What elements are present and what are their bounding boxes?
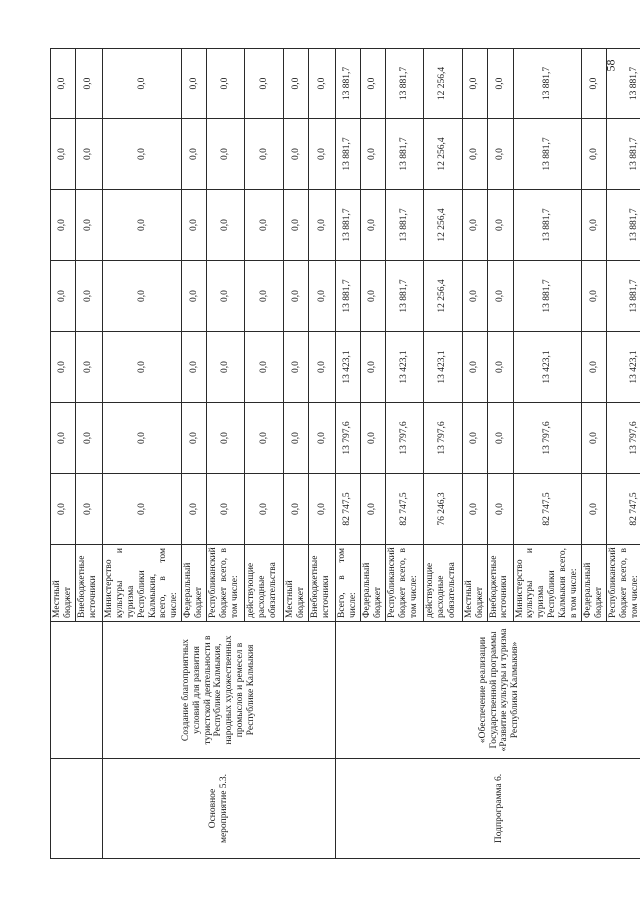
value-cell: 0,0 xyxy=(102,190,181,261)
value-cell: 0,0 xyxy=(245,190,284,261)
value-cell: 0,0 xyxy=(308,190,335,261)
source-cell: Внебюджетные источники xyxy=(308,545,335,622)
value-cell: 13 881,7 xyxy=(335,261,360,332)
value-cell: 82 747,5 xyxy=(385,474,423,545)
value-cell: 0,0 xyxy=(75,190,102,261)
value-cell: 0,0 xyxy=(182,474,207,545)
value-cell: 0,0 xyxy=(75,119,102,190)
value-cell: 13 797,6 xyxy=(385,403,423,474)
value-cell: 0,0 xyxy=(462,474,487,545)
value-cell: 0,0 xyxy=(75,332,102,403)
source-cell: Министерство культуры и туризма Республики Калмыкия всего, в том числе: xyxy=(513,545,582,622)
value-cell: 13 423,1 xyxy=(335,332,360,403)
value-cell: 0,0 xyxy=(360,403,385,474)
value-cell: 0,0 xyxy=(51,332,76,403)
value-cell: 13 797,6 xyxy=(513,403,582,474)
value-cell: 0,0 xyxy=(207,119,245,190)
value-cell: 0,0 xyxy=(462,49,487,119)
source-cell: Местный бюджет xyxy=(284,545,309,622)
source-cell: Федеральный бюджет xyxy=(582,545,607,622)
value-cell: 0,0 xyxy=(51,49,76,119)
value-cell: 82 747,5 xyxy=(606,474,640,545)
value-cell: 12 256,4 xyxy=(423,261,462,332)
value-cell: 0,0 xyxy=(102,332,181,403)
source-cell: действующие расходные обязательства xyxy=(423,545,462,622)
value-cell: 0,0 xyxy=(284,119,309,190)
value-cell: 0,0 xyxy=(51,119,76,190)
value-cell: 0,0 xyxy=(245,332,284,403)
value-cell: 13 797,6 xyxy=(335,403,360,474)
value-cell: 0,0 xyxy=(102,49,181,119)
value-cell: 0,0 xyxy=(207,403,245,474)
source-cell: Внебюджетные источники xyxy=(487,545,513,622)
source-cell: Министерство культуры и туризма Республики Калмыкия, всего, в том числе: xyxy=(102,545,181,622)
value-cell: 0,0 xyxy=(582,474,607,545)
value-cell: 13 881,7 xyxy=(606,261,640,332)
source-cell: Республиканский бюджет всего, в том числе: xyxy=(606,545,640,622)
value-cell: 0,0 xyxy=(360,119,385,190)
value-cell: 12 256,4 xyxy=(423,119,462,190)
value-cell: 12 256,4 xyxy=(423,49,462,119)
value-cell: 0,0 xyxy=(207,190,245,261)
value-cell: 82 747,5 xyxy=(513,474,582,545)
source-cell: Местный бюджет xyxy=(51,545,76,622)
value-cell: 13 881,7 xyxy=(606,119,640,190)
value-cell: 0,0 xyxy=(51,261,76,332)
value-cell: 0,0 xyxy=(182,403,207,474)
value-cell: 0,0 xyxy=(360,332,385,403)
value-cell: 13 423,1 xyxy=(513,332,582,403)
value-cell: 13 881,7 xyxy=(513,49,582,119)
value-cell: 0,0 xyxy=(102,119,181,190)
value-cell: 0,0 xyxy=(360,261,385,332)
status-cell: Основное мероприятие 5.3. xyxy=(102,759,335,859)
value-cell: 0,0 xyxy=(582,332,607,403)
value-cell: 13 881,7 xyxy=(335,119,360,190)
value-cell: 13 423,1 xyxy=(423,332,462,403)
value-cell: 0,0 xyxy=(462,119,487,190)
source-cell: Местный бюджет xyxy=(462,545,487,622)
value-cell: 0,0 xyxy=(462,332,487,403)
value-cell: 0,0 xyxy=(487,403,513,474)
value-cell: 0,0 xyxy=(487,474,513,545)
value-cell: 0,0 xyxy=(182,49,207,119)
value-cell: 0,0 xyxy=(487,49,513,119)
value-cell: 0,0 xyxy=(207,332,245,403)
value-cell: 13 797,6 xyxy=(423,403,462,474)
value-cell: 0,0 xyxy=(487,261,513,332)
value-cell: 13 881,7 xyxy=(513,119,582,190)
value-cell: 0,0 xyxy=(308,474,335,545)
value-cell: 0,0 xyxy=(284,49,309,119)
source-cell: Федеральный бюджет xyxy=(182,545,207,622)
value-cell: 13 881,7 xyxy=(513,261,582,332)
table-row xyxy=(335,49,360,859)
value-cell: 0,0 xyxy=(182,261,207,332)
value-cell: 0,0 xyxy=(582,49,607,119)
source-cell: Федеральный бюджет xyxy=(360,545,385,622)
value-cell: 0,0 xyxy=(284,403,309,474)
value-cell: 0,0 xyxy=(360,49,385,119)
value-cell: 0,0 xyxy=(582,261,607,332)
value-cell: 13 881,7 xyxy=(335,190,360,261)
source-cell: Республиканский бюджет всего, в том числе: xyxy=(385,545,423,622)
value-cell: 0,0 xyxy=(182,332,207,403)
value-cell: 0,0 xyxy=(51,403,76,474)
budget-table xyxy=(50,48,640,859)
page-number: 58 xyxy=(603,59,618,72)
name-cell: «Обеспечение реализации Государственной программы «Развитие культуры и туризма Республики Калмыкия» xyxy=(335,622,640,759)
value-cell: 0,0 xyxy=(245,261,284,332)
value-cell: 0,0 xyxy=(102,403,181,474)
value-cell: 0,0 xyxy=(51,474,76,545)
value-cell: 0,0 xyxy=(245,403,284,474)
value-cell: 0,0 xyxy=(284,190,309,261)
value-cell: 0,0 xyxy=(308,403,335,474)
value-cell: 0,0 xyxy=(102,474,181,545)
table-body xyxy=(51,49,640,859)
table-row xyxy=(51,49,76,859)
value-cell: 0,0 xyxy=(308,261,335,332)
value-cell: 0,0 xyxy=(245,474,284,545)
value-cell: 13 881,7 xyxy=(385,49,423,119)
name-cell xyxy=(51,622,103,759)
source-cell: Республиканский бюджет всего, в том числе: xyxy=(207,545,245,622)
value-cell: 0,0 xyxy=(75,261,102,332)
value-cell: 0,0 xyxy=(487,119,513,190)
value-cell: 0,0 xyxy=(308,119,335,190)
name-cell: Создание благоприятных условий для развития туристской деятельности в Республике Калмыкия, народных художественных промыслов и ремесел в Республике Калмыкия xyxy=(102,622,335,759)
value-cell: 13 881,7 xyxy=(385,119,423,190)
value-cell: 13 797,6 xyxy=(606,403,640,474)
value-cell: 76 246,3 xyxy=(423,474,462,545)
value-cell: 0,0 xyxy=(360,474,385,545)
value-cell: 13 881,7 xyxy=(385,261,423,332)
value-cell: 13 881,7 xyxy=(606,190,640,261)
value-cell: 0,0 xyxy=(284,261,309,332)
source-cell: Внебюджетные источники xyxy=(75,545,102,622)
value-cell: 0,0 xyxy=(308,49,335,119)
value-cell: 0,0 xyxy=(51,190,76,261)
value-cell: 0,0 xyxy=(182,190,207,261)
value-cell: 0,0 xyxy=(582,403,607,474)
value-cell: 0,0 xyxy=(207,49,245,119)
table-row xyxy=(102,49,181,859)
value-cell: 0,0 xyxy=(75,474,102,545)
status-cell: Подпрограмма 6. xyxy=(335,759,640,859)
value-cell: 0,0 xyxy=(582,119,607,190)
value-cell: 0,0 xyxy=(245,49,284,119)
value-cell: 0,0 xyxy=(245,119,284,190)
value-cell: 0,0 xyxy=(75,49,102,119)
value-cell: 0,0 xyxy=(487,332,513,403)
value-cell: 0,0 xyxy=(284,474,309,545)
source-cell: Всего, в том числе: xyxy=(335,545,360,622)
value-cell: 0,0 xyxy=(462,403,487,474)
value-cell: 13 423,1 xyxy=(606,332,640,403)
value-cell: 12 256,4 xyxy=(423,190,462,261)
value-cell: 0,0 xyxy=(487,190,513,261)
value-cell: 13 881,7 xyxy=(513,190,582,261)
value-cell: 0,0 xyxy=(462,261,487,332)
value-cell: 0,0 xyxy=(102,261,181,332)
value-cell: 0,0 xyxy=(582,190,607,261)
value-cell: 82 747,5 xyxy=(335,474,360,545)
value-cell: 0,0 xyxy=(462,190,487,261)
status-cell xyxy=(51,759,103,859)
value-cell: 13 423,1 xyxy=(385,332,423,403)
value-cell: 0,0 xyxy=(360,190,385,261)
value-cell: 13 881,7 xyxy=(385,190,423,261)
value-cell: 0,0 xyxy=(207,474,245,545)
value-cell: 0,0 xyxy=(284,332,309,403)
value-cell: 0,0 xyxy=(182,119,207,190)
value-cell: 0,0 xyxy=(75,403,102,474)
value-cell: 0,0 xyxy=(207,261,245,332)
value-cell: 0,0 xyxy=(308,332,335,403)
source-cell: действующие расходные обязательства xyxy=(245,545,284,622)
value-cell: 13 881,7 xyxy=(335,49,360,119)
value-cell: 13 881,7 xyxy=(606,49,640,119)
